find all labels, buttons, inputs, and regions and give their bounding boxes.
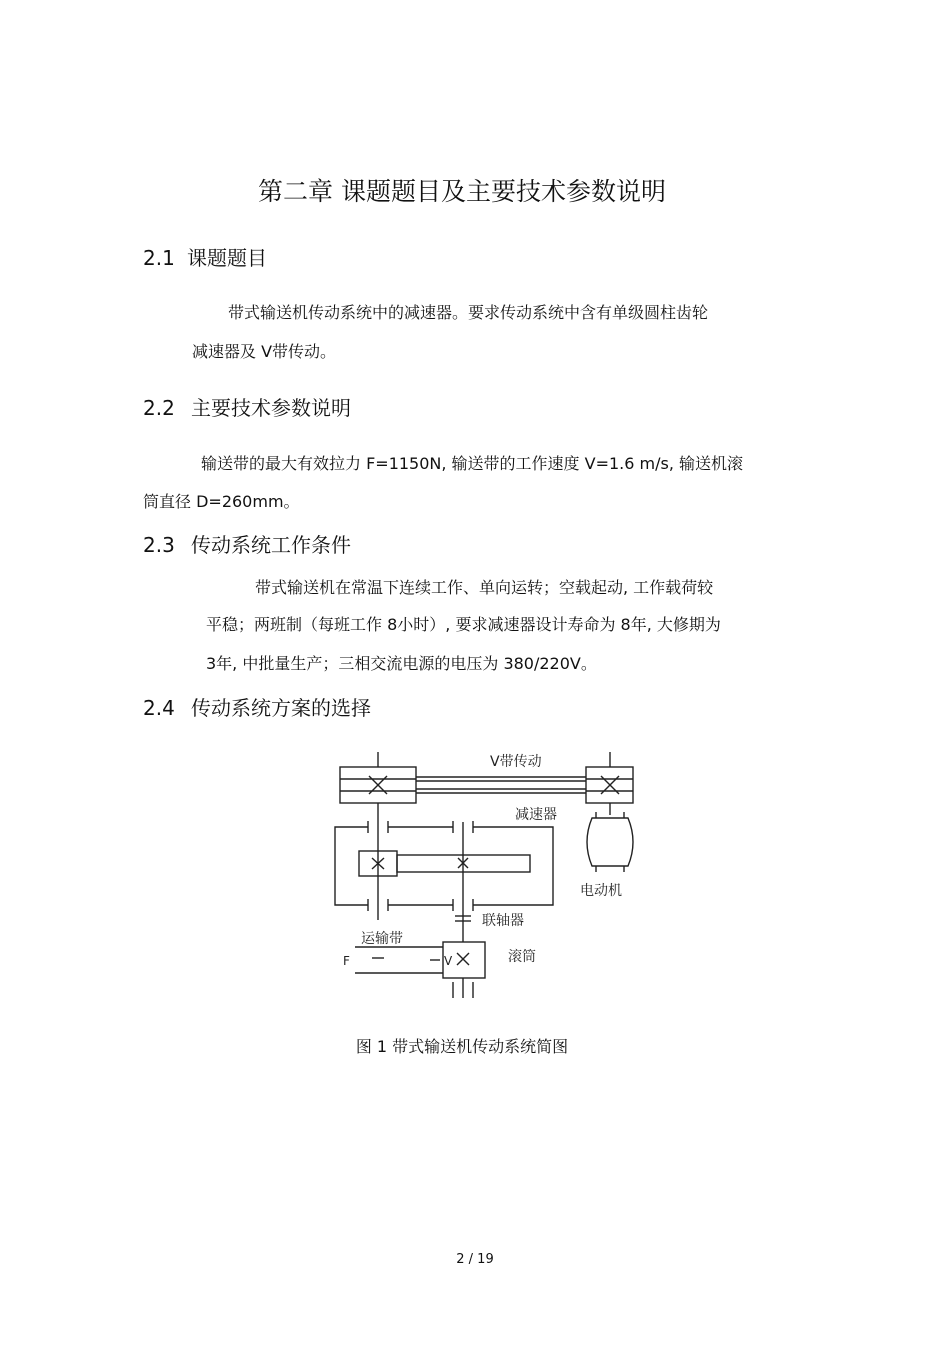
label-motor: 电动机 <box>580 883 622 899</box>
label-force: F <box>343 954 350 968</box>
drum-icon <box>443 942 485 998</box>
section-number: 2.1 <box>143 246 175 270</box>
chapter-title: 第二章 课题题目及主要技术参数说明 <box>258 177 666 206</box>
section-title: 传动系统方案的选择 <box>191 696 371 720</box>
label-reducer: 减速器 <box>515 807 557 823</box>
v-belt-icon <box>416 777 586 793</box>
label-conveyor-belt: 运输带 <box>361 931 403 947</box>
section-title: 传动系统工作条件 <box>191 533 351 557</box>
left-pulley-icon <box>340 767 416 803</box>
label-velocity: V <box>444 954 453 968</box>
section-title: 主要技术参数说明 <box>191 396 351 420</box>
right-pulley-icon <box>586 767 633 803</box>
gear-pair-icon <box>359 851 530 876</box>
label-coupling: 联轴器 <box>482 913 524 929</box>
figure-caption: 图 1 带式输送机传动系统简图 <box>355 1037 569 1056</box>
paragraph-line: 带式输送机在常温下连续工作、单向运转；空载起动, 工作载荷较 <box>255 578 714 597</box>
paragraph-line: 筒直径 D=260mm。 <box>143 492 300 511</box>
paragraph-line: 减速器及 V带传动。 <box>192 342 337 361</box>
label-v-belt: V带传动 <box>490 754 542 770</box>
reducer-housing-icon <box>335 821 553 911</box>
section-number: 2.2 <box>143 396 175 420</box>
paragraph-line: 带式输送机传动系统中的减速器。要求传动系统中含有单级圆柱齿轮 <box>228 303 709 322</box>
label-drum: 滚筒 <box>508 949 536 965</box>
paragraph-line: 输送带的最大有效拉力 F=1150N, 输送带的工作速度 V=1.6 m/s, 输送机滚 <box>201 454 744 473</box>
conveyor-belt-icon <box>355 947 443 973</box>
paragraph-line: 平稳；两班制（每班工作 8小时）, 要求减速器设计寿命为 8年, 大修期为 <box>206 615 721 634</box>
section-number: 2.4 <box>143 696 175 720</box>
section-title: 课题题目 <box>187 246 267 270</box>
page-number: 2 / 19 <box>456 1252 494 1267</box>
section-number: 2.3 <box>143 533 175 557</box>
motor-icon <box>587 812 633 872</box>
paragraph-line: 3年, 中批量生产；三相交流电源的电压为 380/220V。 <box>206 654 597 673</box>
